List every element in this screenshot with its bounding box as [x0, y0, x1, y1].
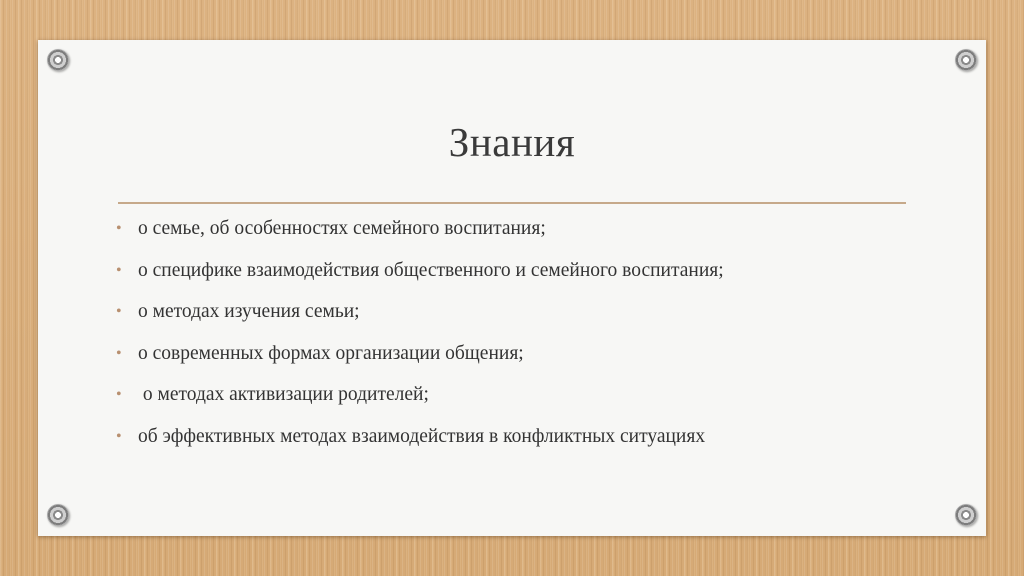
bullet-icon: •	[116, 261, 122, 279]
pin-icon	[47, 504, 69, 526]
slide-paper	[38, 40, 986, 536]
title-divider	[118, 202, 906, 204]
bullet-text: о методах активизации родителей;	[138, 384, 429, 405]
bullet-text: о семье, об особенностях семейного воспитания;	[138, 218, 546, 239]
bullet-icon: •	[116, 220, 122, 237]
bullet-icon: •	[116, 303, 122, 320]
bullet-text: об эффективных методах взаимодействия в конфликтных ситуациях	[138, 425, 706, 447]
bullet-icon: •	[116, 427, 122, 445]
pin-icon	[955, 504, 977, 526]
bullet-list	[116, 208, 724, 457]
pin-icon	[47, 49, 69, 71]
bullet-text: о современных формах организации общения;	[138, 342, 524, 364]
bullet-text: о методах изучения семьи;	[138, 301, 360, 322]
bullet-item	[116, 250, 724, 292]
bullet-item	[116, 333, 724, 375]
bullet-item	[116, 374, 724, 416]
pin-icon	[955, 49, 977, 71]
bullet-icon: •	[116, 344, 122, 362]
bullet-icon: •	[116, 386, 122, 403]
bullet-item	[116, 208, 724, 250]
slide-title: Знания	[448, 119, 576, 165]
bullet-item	[116, 416, 724, 458]
bullet-item	[116, 291, 724, 333]
bullet-text: о специфике взаимодействия общественного и семейного воспитания;	[138, 259, 724, 281]
